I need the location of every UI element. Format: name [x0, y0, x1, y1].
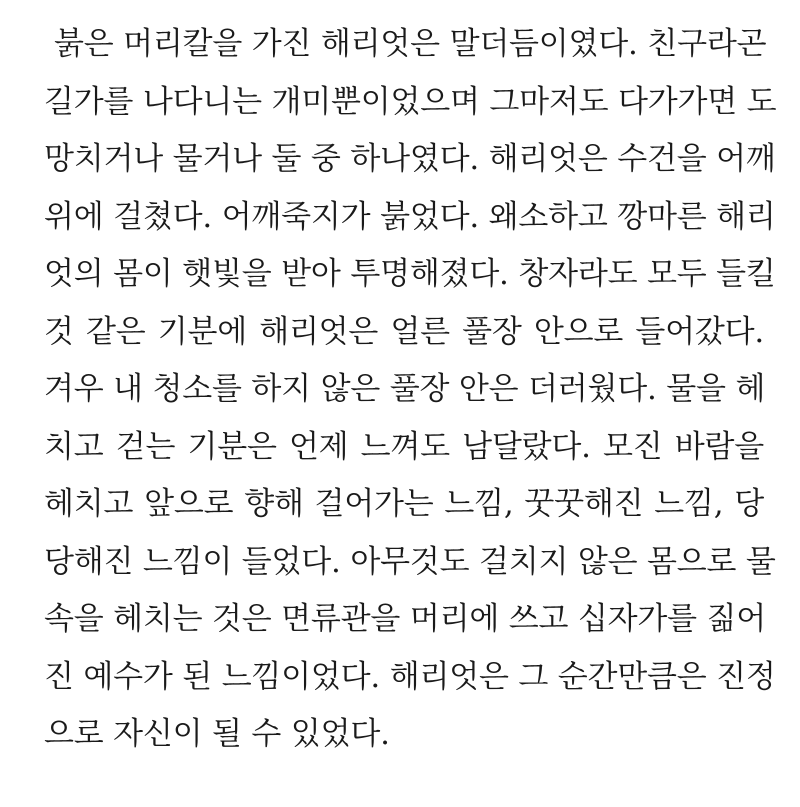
text-line-1: 붉은 머리칼을 가진 해리엇은 말더듬이였다. 친구라곤: [54, 26, 767, 62]
text-line-8: 치고 걷는 기분은 언제 느껴도 남달랐다. 모진 바람을: [44, 428, 764, 465]
text-line-5: 엇의 몸이 햇빛을 받아 투명해졌다. 창자라도 모두 들킬: [44, 256, 776, 292]
text-line-4: 위에 걸쳤다. 어깨죽지가 붉었다. 왜소하고 깡마른 해리: [44, 198, 776, 235]
text-line-3: 망치거나 물거나 둘 중 하나였다. 해리엇은 수건을 어깨: [44, 141, 776, 177]
text-line-10: 당해진 느낌이 들었다. 아무것도 걸치지 않은 몸으로 물: [44, 543, 776, 580]
text-line-6: 것 같은 기분에 해리엇은 얼른 풀장 안으로 들어갔다.: [44, 313, 764, 350]
text-line-12: 진 예수가 된 느낌이었다. 해리엇은 그 순간만큼은 진정: [44, 658, 776, 695]
text-line-7: 겨우 내 청소를 하지 않은 풀장 안은 더러웠다. 물을 헤: [44, 371, 766, 407]
body-paragraph: [44, 16, 777, 764]
text-line-2: 길가를 나다니는 개미뿐이었으며 그마저도 다가가면 도: [44, 83, 777, 120]
text-line-11: 속을 헤치는 것은 면류관을 머리에 쓰고 십자가를 짊어: [44, 601, 766, 637]
text-line-13: 으로 자신이 될 수 있었다.: [44, 716, 390, 752]
text-line-9: 헤치고 앞으로 향해 걸어가는 느낌, 꿋꿋해진 느낌, 당: [44, 486, 764, 522]
